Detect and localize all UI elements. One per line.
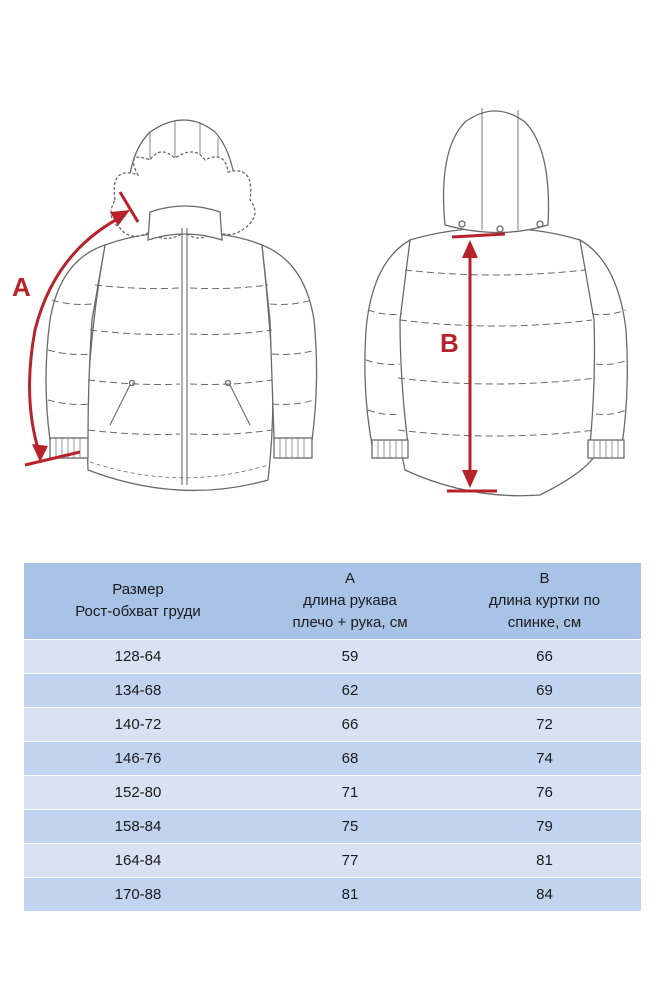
back-cell: 76: [448, 776, 641, 810]
size-cell: 134-68: [24, 674, 252, 708]
header-size: [24, 563, 252, 640]
size-table: [24, 563, 641, 911]
header-back-line1: длина куртки по: [488, 592, 601, 609]
sleeve-cell: 62: [252, 674, 448, 708]
sleeve-cell: 71: [252, 776, 448, 810]
table-row: [24, 844, 641, 878]
back-marker-label: B: [440, 328, 459, 358]
back-jacket-drawing: [365, 108, 628, 496]
table-header-row: [24, 563, 641, 640]
header-size-subtitle: Рост-обхват груди: [75, 603, 201, 620]
header-sleeve-line1: длина рукава: [303, 592, 397, 609]
front-jacket-drawing: [46, 120, 317, 490]
table-row: [24, 878, 641, 912]
size-cell: 158-84: [24, 810, 252, 844]
size-cell: 128-64: [24, 640, 252, 674]
sleeve-cell: 68: [252, 742, 448, 776]
size-cell: 152-80: [24, 776, 252, 810]
header-back-letter: B: [539, 570, 550, 587]
sleeve-cell: 59: [252, 640, 448, 674]
table-row: [24, 776, 641, 810]
header-size-title: Размер: [112, 581, 164, 598]
back-cell: 72: [448, 708, 641, 742]
header-sleeve-letter: A: [344, 570, 355, 587]
back-cell: 84: [448, 878, 641, 912]
table-row: [24, 742, 641, 776]
table-row: [24, 708, 641, 742]
back-cell: 69: [448, 674, 641, 708]
sleeve-cell: 66: [252, 708, 448, 742]
back-cell: 79: [448, 810, 641, 844]
sleeve-cell: 75: [252, 810, 448, 844]
back-cell: 66: [448, 640, 641, 674]
table-row: [24, 810, 641, 844]
sleeve-marker-label: A: [12, 272, 31, 302]
size-cell: 146-76: [24, 742, 252, 776]
table-row: [24, 674, 641, 708]
header-sleeve-line2: плечо + рука, см: [292, 614, 408, 631]
back-cell: 74: [448, 742, 641, 776]
size-cell: 170-88: [24, 878, 252, 912]
header-sleeve: [252, 563, 448, 640]
sleeve-cell: 81: [252, 878, 448, 912]
header-back-line2: спинке, см: [507, 614, 582, 631]
table-row: [24, 640, 641, 674]
header-back: [448, 563, 641, 640]
back-cell: 81: [448, 844, 641, 878]
sleeve-cell: 77: [252, 844, 448, 878]
size-cell: 164-84: [24, 844, 252, 878]
size-cell: 140-72: [24, 708, 252, 742]
